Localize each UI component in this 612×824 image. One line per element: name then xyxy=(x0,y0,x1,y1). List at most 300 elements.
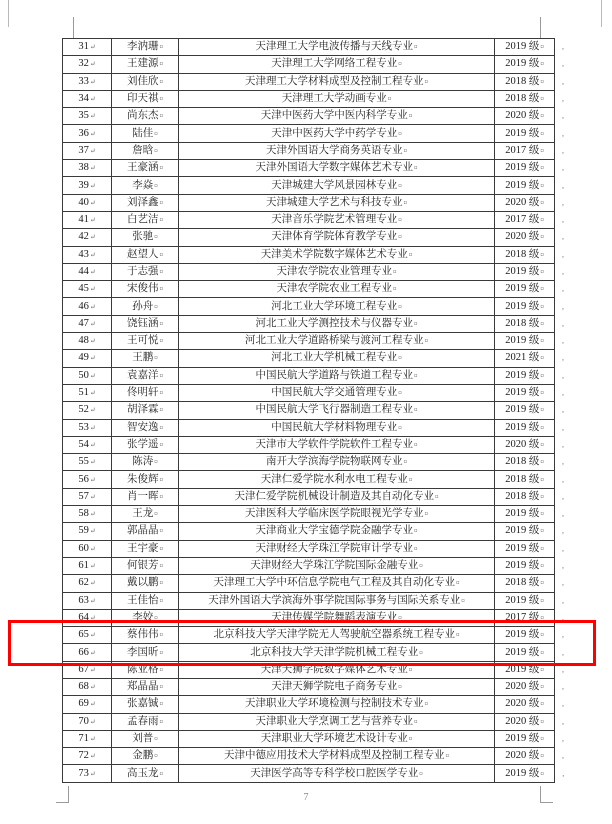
student-name: 李汭珊 xyxy=(127,41,159,53)
cell-end-mark-icon: ¤ xyxy=(154,752,158,761)
outside-mark-icon: , xyxy=(562,612,564,622)
school-major-cell xyxy=(179,298,495,315)
grade-value: 2019 级 xyxy=(505,525,540,537)
cell-end-mark-icon: ¤ xyxy=(540,406,544,415)
student-name: 袁嘉洋 xyxy=(127,369,159,381)
grade-value: 2017 级 xyxy=(505,611,540,623)
student-name-cell xyxy=(112,748,179,765)
row-number-cell xyxy=(63,350,112,367)
table-row xyxy=(63,73,570,90)
school-major-cell xyxy=(179,765,495,782)
school-major-cell xyxy=(179,90,495,107)
school-major-cell xyxy=(179,557,495,574)
cell-end-mark-icon: ¤ xyxy=(540,112,544,121)
grade-cell xyxy=(495,678,555,695)
table-row xyxy=(63,333,570,350)
school-major-cell xyxy=(179,56,495,73)
outside-mark-cell xyxy=(555,730,570,747)
paragraph-mark-icon: ↵ xyxy=(89,510,96,519)
school-major: 天津中医药大学中药学专业 xyxy=(271,127,398,139)
grade-cell xyxy=(495,125,555,142)
student-name: 宋俊伟 xyxy=(127,283,159,295)
table-row xyxy=(63,454,570,471)
row-number: 52 xyxy=(78,404,89,416)
cell-end-mark-icon: ¤ xyxy=(387,95,392,104)
student-name-cell xyxy=(112,488,179,505)
grade-value: 2020 级 xyxy=(505,750,540,762)
outside-mark-icon: , xyxy=(562,734,564,744)
cell-end-mark-icon: ¤ xyxy=(398,129,402,138)
grade-cell xyxy=(495,298,555,315)
cell-end-mark-icon: ¤ xyxy=(398,613,402,622)
row-number: 48 xyxy=(78,335,89,347)
outside-mark-icon: , xyxy=(562,215,564,225)
cell-end-mark-icon: ¤ xyxy=(540,735,544,744)
grade-cell xyxy=(495,315,555,332)
row-number-cell xyxy=(63,575,112,592)
row-number: 44 xyxy=(78,266,89,277)
grade-value: 2019 级 xyxy=(505,127,540,139)
student-name-cell xyxy=(112,108,179,125)
page-edge-mark xyxy=(8,0,9,27)
student-name-cell xyxy=(112,436,179,453)
student-name-cell xyxy=(112,229,179,246)
student-name: 金鹏 xyxy=(132,750,154,762)
outside-mark-icon: , xyxy=(562,284,564,294)
school-major-cell xyxy=(179,281,495,298)
student-roster-table xyxy=(62,38,570,783)
row-number-cell xyxy=(63,263,112,280)
grade-cell xyxy=(495,108,555,125)
cell-end-mark-icon: ¤ xyxy=(159,198,163,207)
student-name: 孙舟 xyxy=(132,300,154,312)
school-major-cell xyxy=(179,506,495,523)
school-major: 天津商业大学宝德学院金融学专业 xyxy=(255,525,413,537)
outside-mark-cell xyxy=(555,506,570,523)
cell-end-mark-icon: ¤ xyxy=(540,648,544,657)
table-row xyxy=(63,436,570,453)
student-name: 刘佳欣 xyxy=(127,75,159,87)
outside-mark-cell xyxy=(555,488,570,505)
paragraph-mark-icon: ↵ xyxy=(89,717,96,726)
school-major-cell xyxy=(179,436,495,453)
cell-end-mark-icon: ¤ xyxy=(540,216,544,225)
student-name: 饶钰涵 xyxy=(127,317,159,329)
cell-end-mark-icon: ¤ xyxy=(540,77,544,86)
school-major-cell xyxy=(179,523,495,540)
table-row xyxy=(63,263,570,280)
cell-end-mark-icon: ¤ xyxy=(393,268,397,276)
paragraph-mark-icon: ↵ xyxy=(89,769,96,778)
crop-mark-top-right xyxy=(540,17,541,38)
grade-cell xyxy=(495,263,555,280)
row-number: 31 xyxy=(78,41,89,53)
grade-value: 2019 级 xyxy=(505,767,540,779)
student-name: 朱俊辉 xyxy=(127,473,159,485)
student-name-cell xyxy=(112,523,179,540)
outside-mark-icon: , xyxy=(562,457,564,467)
row-number: 45 xyxy=(78,283,89,295)
cell-end-mark-icon: ¤ xyxy=(159,406,163,415)
school-major: 天津理工大学电波传播与天线专业 xyxy=(255,41,413,53)
student-name: 李国昕 xyxy=(127,646,159,658)
table-row xyxy=(63,678,570,695)
cell-end-mark-icon: ¤ xyxy=(398,423,402,432)
student-name-cell xyxy=(112,298,179,315)
outside-mark-icon: , xyxy=(562,561,564,571)
grade-cell xyxy=(495,419,555,436)
outside-mark-icon: , xyxy=(562,491,564,501)
school-major: 河北工业大学道路桥梁与渡河工程专业 xyxy=(245,335,424,347)
grade-cell xyxy=(495,540,555,557)
row-number: 50 xyxy=(78,369,89,381)
grade-value: 2019 级 xyxy=(505,508,540,520)
cell-end-mark-icon: ¤ xyxy=(159,285,163,294)
row-number-cell xyxy=(63,592,112,609)
table-row xyxy=(63,367,570,384)
outside-mark-icon: , xyxy=(562,405,564,415)
outside-mark-icon: , xyxy=(562,128,564,138)
table-row xyxy=(63,592,570,609)
outside-mark-cell xyxy=(555,315,570,332)
row-number: 34 xyxy=(78,93,89,105)
row-number: 72 xyxy=(78,750,89,762)
row-number-cell xyxy=(63,523,112,540)
table-row xyxy=(63,194,570,211)
school-major-cell xyxy=(179,471,495,488)
row-number: 68 xyxy=(78,681,89,693)
row-number: 53 xyxy=(78,421,89,433)
student-name: 白艺洁 xyxy=(127,214,159,226)
row-number-cell xyxy=(63,696,112,713)
grade-cell xyxy=(495,765,555,782)
cell-end-mark-icon: ¤ xyxy=(540,665,544,674)
cell-end-mark-icon: ¤ xyxy=(540,198,544,207)
paragraph-mark-icon: ↵ xyxy=(89,596,96,605)
row-number: 42 xyxy=(78,231,89,243)
student-name-cell xyxy=(112,678,179,695)
student-name: 郑晶晶 xyxy=(127,681,159,693)
student-name: 王可悦 xyxy=(127,335,159,347)
student-name-cell xyxy=(112,39,179,56)
cell-end-mark-icon: ¤ xyxy=(540,613,544,622)
cell-end-mark-icon: ¤ xyxy=(540,319,544,328)
school-major: 河北工业大学机械工程专业 xyxy=(271,352,398,364)
school-major-cell xyxy=(179,194,495,211)
outside-mark-cell xyxy=(555,609,570,626)
school-major-cell xyxy=(179,575,495,592)
table-row xyxy=(63,471,570,488)
cell-end-mark-icon: ¤ xyxy=(540,700,544,709)
student-name: 詹晗 xyxy=(132,144,154,156)
cell-end-mark-icon: ¤ xyxy=(540,769,544,778)
outside-mark-icon: , xyxy=(562,474,564,484)
row-number-cell xyxy=(63,748,112,765)
school-major: 北京科技大学天津学院无人驾驶航空器系统工程专业 xyxy=(213,629,455,641)
cell-end-mark-icon: ¤ xyxy=(159,77,163,86)
school-major-cell xyxy=(179,211,495,228)
school-major: 中国民航大学道路与铁道工程专业 xyxy=(255,369,413,381)
table-row xyxy=(63,142,570,159)
cell-end-mark-icon: ¤ xyxy=(540,683,544,692)
table-row xyxy=(63,575,570,592)
school-major: 天津职业大学环境艺术设计专业 xyxy=(260,733,408,745)
grade-value: 2019 级 xyxy=(505,335,540,347)
student-name: 王宇豪 xyxy=(127,542,159,554)
student-name-cell xyxy=(112,90,179,107)
cell-end-mark-icon: ¤ xyxy=(154,735,158,744)
outside-mark-cell xyxy=(555,142,570,159)
table-row xyxy=(63,506,570,523)
school-major: 天津理工大学材料成型及控制工程专业 xyxy=(245,75,424,87)
outside-mark-cell xyxy=(555,454,570,471)
cell-end-mark-icon: ¤ xyxy=(540,510,544,519)
page-number: 7 xyxy=(303,792,309,803)
cell-end-mark-icon: ¤ xyxy=(540,562,544,571)
school-major-cell xyxy=(179,678,495,695)
cell-end-mark-icon: ¤ xyxy=(540,458,544,467)
outside-mark-icon: , xyxy=(562,578,564,588)
row-number-cell xyxy=(63,229,112,246)
outside-mark-cell xyxy=(555,211,570,228)
cell-end-mark-icon: ¤ xyxy=(424,700,428,709)
grade-value: 2018 级 xyxy=(505,577,540,589)
outside-mark-icon: , xyxy=(562,318,564,328)
outside-mark-cell xyxy=(555,108,570,125)
school-major: 天津美术学院数字媒体艺术专业 xyxy=(260,248,408,260)
cell-end-mark-icon: ¤ xyxy=(159,216,163,225)
paragraph-mark-icon: ↵ xyxy=(89,735,96,744)
row-number-cell xyxy=(63,384,112,401)
grade-value: 2018 级 xyxy=(505,75,540,87)
outside-mark-icon: , xyxy=(562,682,564,692)
grade-value: 2019 级 xyxy=(505,594,540,606)
cell-end-mark-icon: ¤ xyxy=(159,164,163,173)
school-major: 天津医学高等专科学校口腔医学专业 xyxy=(250,767,419,779)
paragraph-mark-icon: ↵ xyxy=(89,302,96,311)
outside-mark-cell xyxy=(555,177,570,194)
cell-end-mark-icon: ¤ xyxy=(540,527,544,536)
outside-mark-cell xyxy=(555,367,570,384)
school-major: 天津天狮学院数字媒体艺术专业 xyxy=(260,663,408,675)
cell-end-mark-icon: ¤ xyxy=(540,250,544,259)
grade-value: 2018 级 xyxy=(505,93,540,105)
cell-end-mark-icon: ¤ xyxy=(159,665,163,674)
school-major: 天津天狮学院电子商务专业 xyxy=(271,681,398,693)
paragraph-mark-icon: ↵ xyxy=(89,389,96,398)
row-number: 43 xyxy=(78,248,89,260)
cell-end-mark-icon: ¤ xyxy=(540,95,544,104)
student-name-cell xyxy=(112,350,179,367)
row-number: 54 xyxy=(78,438,89,450)
grade-value: 2018 级 xyxy=(505,490,540,502)
student-name: 胡泽霖 xyxy=(127,404,159,416)
crop-mark-top-left xyxy=(73,17,74,38)
row-number: 62 xyxy=(78,577,89,589)
cell-end-mark-icon: ¤ xyxy=(398,60,402,69)
outside-mark-icon: , xyxy=(562,388,564,398)
grade-cell xyxy=(495,454,555,471)
grade-value: 2019 级 xyxy=(505,283,540,295)
school-major: 中国民航大学材料物理专业 xyxy=(271,421,398,433)
outside-mark-icon: , xyxy=(562,509,564,519)
grade-cell xyxy=(495,644,555,661)
row-number: 37 xyxy=(78,144,89,156)
row-number: 65 xyxy=(78,629,89,641)
paragraph-mark-icon: ↵ xyxy=(89,337,96,346)
cell-end-mark-icon: ¤ xyxy=(419,769,423,778)
student-name-cell xyxy=(112,142,179,159)
cell-end-mark-icon: ¤ xyxy=(154,233,158,242)
outside-mark-cell xyxy=(555,333,570,350)
row-number: 32 xyxy=(78,58,89,70)
student-name-cell xyxy=(112,125,179,142)
school-major-cell xyxy=(179,696,495,713)
school-major-cell xyxy=(179,125,495,142)
school-major: 中国民航大学飞行器制造工程专业 xyxy=(255,404,413,416)
paragraph-mark-icon: ↵ xyxy=(89,406,96,415)
school-major-cell xyxy=(179,402,495,419)
school-major-cell xyxy=(179,540,495,557)
student-name: 李焱 xyxy=(132,179,154,191)
student-name: 佟明轩 xyxy=(127,387,159,399)
student-name-cell xyxy=(112,627,179,644)
cell-end-mark-icon: ¤ xyxy=(540,596,544,605)
row-number: 57 xyxy=(78,490,89,502)
cell-end-mark-icon: ¤ xyxy=(414,43,418,52)
cell-end-mark-icon: ¤ xyxy=(159,337,163,346)
grade-value: 2017 级 xyxy=(505,214,540,226)
school-major: 天津农学院农业管理专业 xyxy=(276,266,392,277)
outside-mark-icon: , xyxy=(562,42,564,52)
cell-end-mark-icon: ¤ xyxy=(414,371,418,380)
student-name: 陈亚格 xyxy=(127,663,159,675)
table-row xyxy=(63,281,570,298)
paragraph-mark-icon: ↵ xyxy=(89,216,96,225)
student-name: 高玉龙 xyxy=(127,767,159,779)
paragraph-mark-icon: ↵ xyxy=(89,95,96,104)
cell-end-mark-icon: ¤ xyxy=(424,337,428,346)
cell-end-mark-icon: ¤ xyxy=(159,371,163,380)
school-major: 天津城建大学艺术与科技专业 xyxy=(266,196,403,208)
student-name-cell xyxy=(112,263,179,280)
school-major-cell xyxy=(179,644,495,661)
table-row xyxy=(63,609,570,626)
student-name-cell xyxy=(112,194,179,211)
outside-mark-cell xyxy=(555,350,570,367)
outside-mark-cell xyxy=(555,229,570,246)
student-name: 于志强 xyxy=(127,266,159,277)
outside-mark-icon: , xyxy=(562,768,565,778)
row-number: 55 xyxy=(78,456,89,468)
cell-end-mark-icon: ¤ xyxy=(159,43,163,52)
outside-mark-cell xyxy=(555,575,570,592)
table-row xyxy=(63,246,570,263)
paragraph-mark-icon: ↵ xyxy=(89,112,96,121)
row-number: 70 xyxy=(78,715,89,727)
school-major: 天津外国语大学数字媒体艺术专业 xyxy=(255,162,413,174)
cell-end-mark-icon: ¤ xyxy=(445,752,449,761)
cell-end-mark-icon: ¤ xyxy=(159,562,163,571)
grade-value: 2018 级 xyxy=(505,317,540,329)
cell-end-mark-icon: ¤ xyxy=(159,596,163,605)
student-name-cell xyxy=(112,281,179,298)
table-row xyxy=(63,90,570,107)
row-number: 51 xyxy=(78,387,89,399)
grade-value: 2019 级 xyxy=(505,421,540,433)
table-row xyxy=(63,315,570,332)
grade-cell xyxy=(495,350,555,367)
outside-mark-icon: , xyxy=(562,197,564,207)
grade-value: 2019 级 xyxy=(505,560,540,572)
student-name: 陈涛 xyxy=(132,456,154,468)
row-number: 56 xyxy=(78,473,89,485)
paragraph-mark-icon: ↵ xyxy=(89,77,96,86)
row-number: 49 xyxy=(78,352,89,364)
table-row xyxy=(63,211,570,228)
row-number: 47 xyxy=(78,317,89,329)
paragraph-mark-icon: ↵ xyxy=(89,648,96,657)
table-row xyxy=(63,540,570,557)
school-major-cell xyxy=(179,350,495,367)
school-major: 天津仁爱学院机械设计制造及其自动化专业 xyxy=(234,490,434,502)
row-number-cell xyxy=(63,142,112,159)
outside-mark-icon: , xyxy=(562,370,564,380)
cell-end-mark-icon: ¤ xyxy=(154,354,158,363)
grade-value: 2019 级 xyxy=(505,58,540,70)
student-name-cell xyxy=(112,211,179,228)
outside-mark-icon: , xyxy=(562,145,564,155)
student-name-cell xyxy=(112,246,179,263)
paragraph-mark-icon: ↵ xyxy=(89,250,96,259)
school-major-cell xyxy=(179,177,495,194)
table-row xyxy=(63,350,570,367)
student-name-cell xyxy=(112,419,179,436)
row-number-cell xyxy=(63,315,112,332)
row-number-cell xyxy=(63,246,112,263)
student-name: 王龙 xyxy=(132,508,154,520)
cell-end-mark-icon: ¤ xyxy=(540,181,544,190)
row-number: 73 xyxy=(78,767,89,779)
grade-cell xyxy=(495,73,555,90)
school-major: 天津医科大学临床医学院眼视光学专业 xyxy=(245,508,424,520)
grade-value: 2020 级 xyxy=(505,438,540,450)
paragraph-mark-icon: ↵ xyxy=(89,700,96,709)
school-major-cell xyxy=(179,142,495,159)
cell-end-mark-icon: ¤ xyxy=(540,60,544,69)
school-major: 中国民航大学交通管理专业 xyxy=(271,387,398,399)
paragraph-mark-icon: ↵ xyxy=(89,475,96,484)
outside-mark-cell xyxy=(555,194,570,211)
cell-end-mark-icon: ¤ xyxy=(154,302,158,311)
outside-mark-cell xyxy=(555,419,570,436)
outside-mark-icon: , xyxy=(562,180,564,190)
paragraph-mark-icon: ↵ xyxy=(89,752,96,761)
grade-value: 2019 级 xyxy=(505,629,540,641)
student-name-cell xyxy=(112,557,179,574)
outside-mark-cell xyxy=(555,436,570,453)
outside-mark-icon: , xyxy=(562,751,564,761)
row-number: 38 xyxy=(78,162,89,174)
cell-end-mark-icon: ¤ xyxy=(398,389,402,398)
cell-end-mark-icon: ¤ xyxy=(159,423,163,432)
cell-end-mark-icon: ¤ xyxy=(540,129,544,138)
row-number-cell xyxy=(63,678,112,695)
paragraph-mark-icon: ↵ xyxy=(89,354,96,363)
grade-cell xyxy=(495,229,555,246)
grade-cell xyxy=(495,194,555,211)
outside-mark-cell xyxy=(555,281,570,298)
